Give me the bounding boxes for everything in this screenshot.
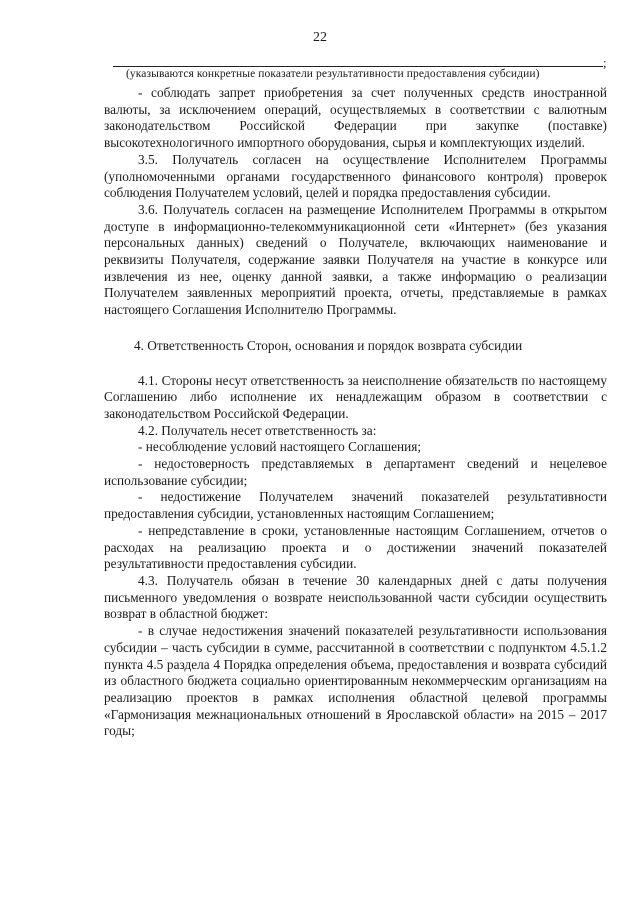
document-body	[104, 85, 607, 740]
section-heading-4: 4. Ответственность Сторон, основания и порядок возврата субсидии	[134, 337, 523, 353]
paragraph-currency-ban: - соблюдать запрет приобретения за счет полученных средств иностранной валюты, за исключением операций, осуществляемых в соответствии с валютным законодательством Российской Федерации при закупке (поставке) высокотехнологичного импортного оборудования, сырья и комплектующих изделий.	[104, 85, 607, 151]
list-item-false-info: - недостоверность представляемых в департамент сведений и нецелевое использование субсидии;	[104, 456, 607, 488]
page-number: 22	[313, 30, 327, 45]
paragraph-4-2: 4.2. Получатель несет ответственность за:	[138, 422, 377, 438]
list-item-no-reports: - непредставление в сроки, установленные настоящим Соглашением, отчетов о расходах на реализацию проекта и о достижении значений показателей результативности предоставления субсидии.	[104, 522, 607, 572]
list-item-partial-return: - в случае недостижения значений показателей результативности использования субсидии – часть субсидии в сумме, рассчитанной в соответствии с подпунктом 4.5.1.2 пункта 4.5 раздела 4 Порядка определения объема, предоставления и возврата субсидий из областного бюджета социально ориентированным некоммерческим организациям на реализацию проектов в рамках исполнения областной целевой программы «Гармонизация межнациональных отношений в Ярославской области» на 2015 – 2017 годы;	[104, 623, 607, 739]
fill-in-line	[113, 66, 603, 67]
list-item-noncompliance: - несоблюдение условий настоящего Соглашения;	[138, 439, 422, 455]
fill-in-line-end: ;	[603, 55, 607, 70]
paragraph-3-5: 3.5. Получатель согласен на осуществление Исполнителем Программы (уполномоченными органами государственного финансового контроля) проверок соблюдения Получателем условий, целей и порядка предоставления субсидии.	[104, 151, 607, 201]
list-item-nonachievement: - недостижение Получателем значений показателей результативности предоставления субсидии, установленных настоящим Соглашением;	[104, 489, 607, 522]
paragraph-4-1: 4.1. Стороны несут ответственность за неисполнение обязательств по настоящему Соглашению либо исполнение их ненадлежащим образом в соответствии с законодательством Российской Федерации.	[104, 372, 607, 421]
fill-in-caption: (указываются конкретные показатели результативности предоставления субсидии)	[126, 68, 540, 80]
paragraph-3-6: 3.6. Получатель согласен на размещение Исполнителем Программы в открытом доступе в информационно-телекоммуникационной сети «Интернет» (без указания персональных данных) сведений о Получателе, включающих наименование и реквизиты Получателя, содержание заявки Получателя на участие в конкурсе или извлечения из нее, оценку данной заявки, а также информацию о реализации Получателем заявленных мероприятий проекта, отчеты, представляемые в рамках настоящего Соглашения Исполнителю Программы.	[104, 201, 607, 318]
paragraph-4-3: 4.3. Получатель обязан в течение 30 календарных дней с даты получения письменного уведомления о возврате неиспользованной части субсидии осуществить возврат в областной бюджет:	[104, 572, 607, 622]
